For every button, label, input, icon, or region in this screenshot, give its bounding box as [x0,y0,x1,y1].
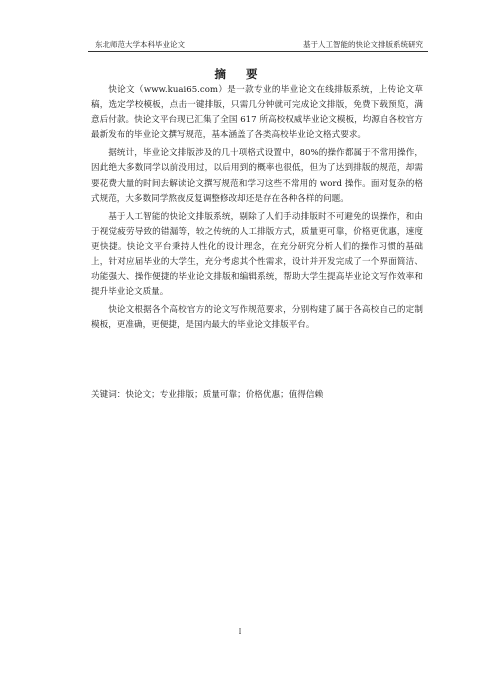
keywords-line: 关键词：快论文；专业排版；质量可靠；价格优惠；值得信赖 [91,390,324,400]
header-left-text: 东北师范大学本科毕业论文 [95,40,185,49]
abstract-paragraph-4: 快论文根据各个高校官方的论文写作规范要求，分别构建了属于各高校自己的定制模板，更准确，更便捷，是国内最大的毕业论文排版平台。 [91,305,423,331]
abstract-paragraph-3: 基于人工智能的快论文排版系统，剔除了人们手动排版时不可避免的误操作，和由于视觉疲劳导致的错漏等，较之传统的人工排版方式，质量更可靠，价格更优惠，速度更快捷。快论文平台秉持人性化的设计理念，在充分研究分析人们的操作习惯的基础上，针对应届毕业的大学生，充分考虑其个性需求，设计并开发完成了一个界面简洁、功能强大、操作便捷的毕业论文排版和编辑系统，帮助大学生提高毕业论文写作效率和提升毕业论文质量。 [91,211,423,298]
abstract-body [91,83,423,337]
page-header [95,36,423,50]
header-right-text: 基于人工智能的快论文排版系统研究 [303,40,423,49]
abstract-title: 摘 要 [214,67,266,81]
header-divider [88,51,428,52]
abstract-paragraph-1: 快论文（www.kuai65.com）是一款专业的毕业论文在线排版系统，上传论文草稿，选定学校模板，点击一键排版，只需几分钟就可完成论文排版，免费下载预览，满意后付款。快论文平台现已汇集了全国 617 所高校权威毕业论文模板，均源自各校官方最新发布的毕业论文撰写规范，基本涵盖了各类高校毕业论文格式要求。 [91,85,423,141]
abstract-paragraph-2: 据统计，毕业论文排版涉及的几十项格式设置中，80%的操作都属于不常用操作，因此绝大多数同学以前没用过，以后用到的概率也很低，但为了达到排版的规范，却需要花费大量的时间去解读论文撰写规范和学习这些不常用的 word 操作。面对复杂的格式规范，大多数同学熬夜反复调整修改却还是存在各种各样的问题。 [91,148,423,204]
page-number: I [238,628,242,636]
